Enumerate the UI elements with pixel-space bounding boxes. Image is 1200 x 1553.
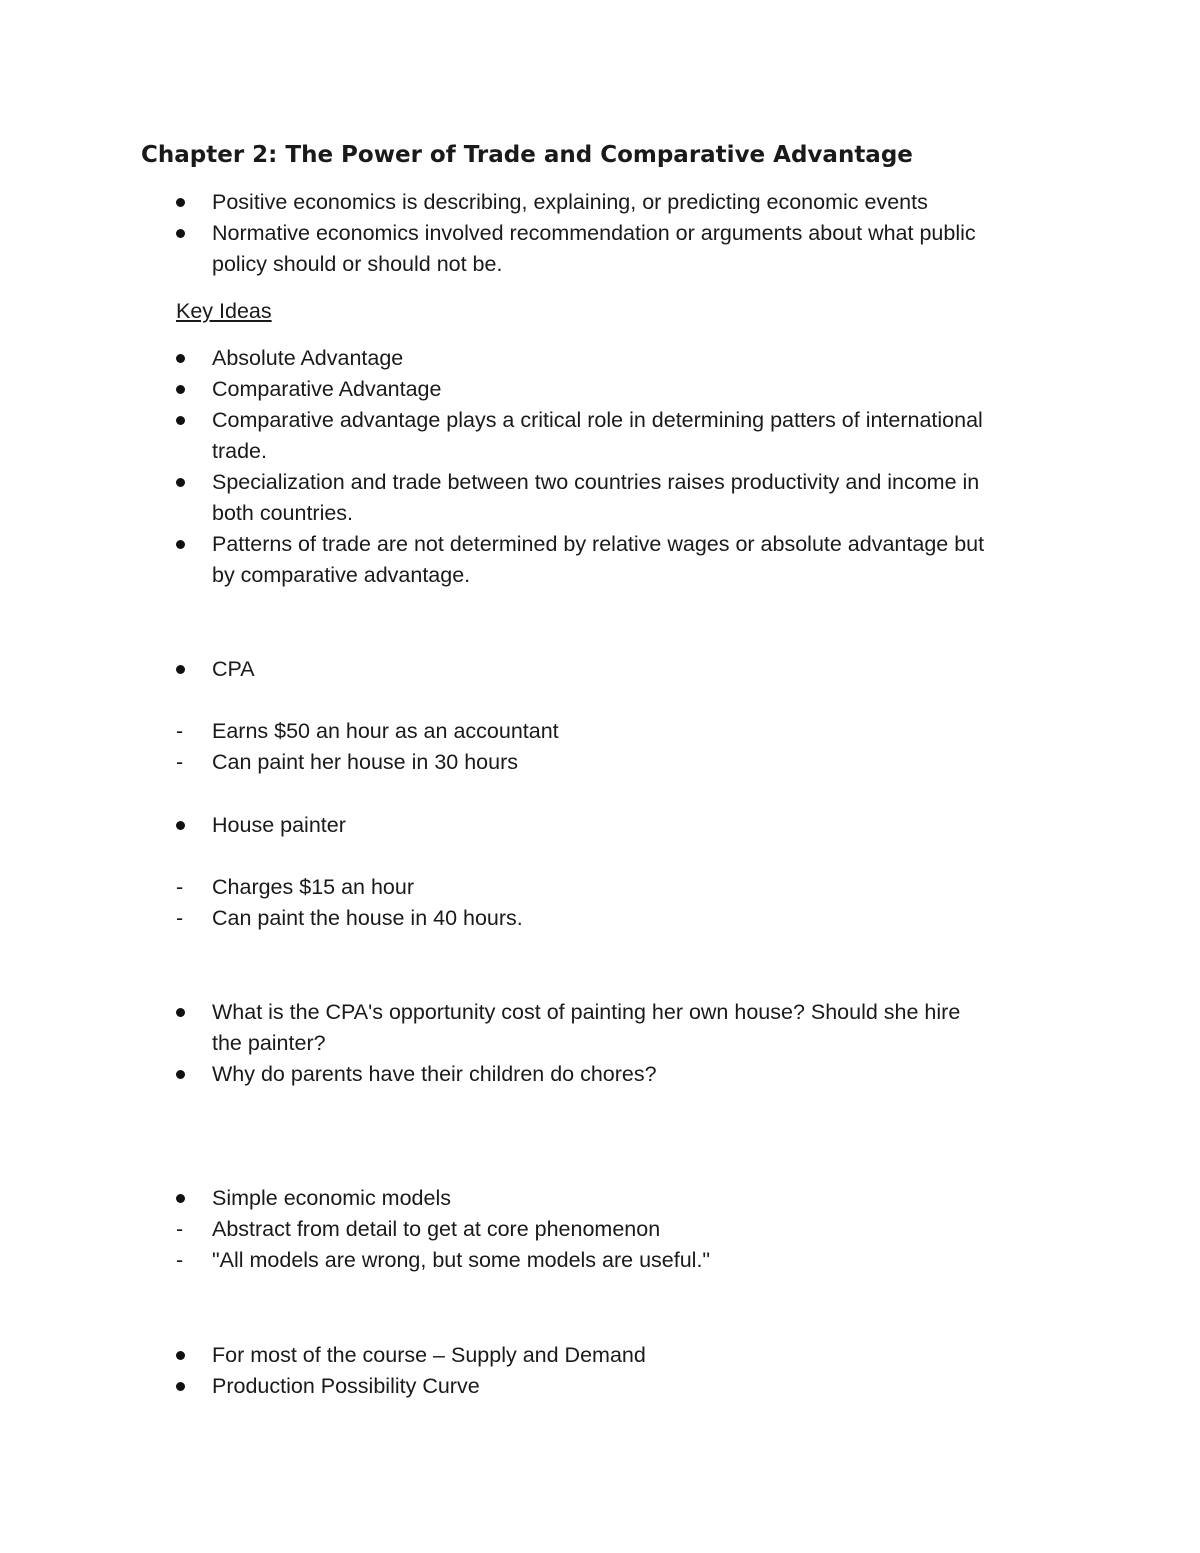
cpa-label: CPA (212, 657, 255, 681)
bullet-icon (176, 665, 185, 674)
bullet-icon (176, 229, 185, 238)
bullet-icon (176, 821, 185, 830)
page-title: Chapter 2: The Power of Trade and Comparative Advantage (141, 142, 913, 168)
dash-marker: - (176, 1248, 184, 1272)
dash-marker: - (176, 719, 184, 743)
key-idea-absolute-advantage: Absolute Advantage (212, 346, 404, 370)
question-chores: Why do parents have their children do chores? (212, 1062, 657, 1086)
painter-charges: Charges $15 an hour (212, 875, 415, 899)
intro-normative-economics-line-2: policy should or should not be. (212, 252, 503, 276)
dash-marker: - (176, 750, 184, 774)
bullet-icon (176, 198, 185, 207)
key-idea-patterns-line-2: by comparative advantage. (212, 563, 471, 587)
bullet-icon (176, 540, 185, 549)
course-supply-demand: For most of the course – Supply and Demand (212, 1343, 646, 1367)
key-ideas-heading: Key Ideas (176, 299, 272, 323)
key-idea-patterns-line-1: Patterns of trade are not determined by relative wages or absolute advantage but (212, 532, 985, 556)
bullet-icon (176, 1351, 185, 1360)
bullet-icon (176, 478, 185, 487)
dash-marker: - (176, 875, 184, 899)
bullet-icon (176, 416, 185, 425)
intro-normative-economics-line-1: Normative economics involved recommendation or arguments about what public (212, 221, 976, 245)
models-abstract: Abstract from detail to get at core phenomenon (212, 1217, 661, 1241)
question-opportunity-cost-line-1: What is the CPA's opportunity cost of painting her own house? Should she hire (212, 1000, 961, 1024)
models-label: Simple economic models (212, 1186, 451, 1210)
bullet-icon (176, 1194, 185, 1203)
cpa-paint-time: Can paint her house in 30 hours (212, 750, 518, 774)
course-ppc: Production Possibility Curve (212, 1374, 480, 1398)
dash-marker: - (176, 1217, 184, 1241)
bullet-icon (176, 1008, 185, 1017)
painter-paint-time: Can paint the house in 40 hours. (212, 906, 523, 930)
bullet-icon (176, 385, 185, 394)
bullet-icon (176, 1382, 185, 1391)
bullet-icon (176, 1070, 185, 1079)
key-idea-specialization-line-1: Specialization and trade between two countries raises productivity and income in (212, 470, 980, 494)
dash-marker: - (176, 906, 184, 930)
models-quote: "All models are wrong, but some models are useful." (212, 1248, 711, 1272)
question-opportunity-cost-line-2: the painter? (212, 1031, 326, 1055)
key-idea-international-trade-line-1: Comparative advantage plays a critical role in determining patters of international (212, 408, 983, 432)
key-idea-specialization-line-2: both countries. (212, 501, 354, 525)
key-idea-international-trade-line-2: trade. (212, 439, 267, 463)
cpa-earnings: Earns $50 an hour as an accountant (212, 719, 559, 743)
key-idea-comparative-advantage: Comparative Advantage (212, 377, 442, 401)
painter-label: House painter (212, 813, 346, 837)
intro-positive-economics: Positive economics is describing, explaining, or predicting economic events (212, 190, 928, 214)
bullet-icon (176, 354, 185, 363)
